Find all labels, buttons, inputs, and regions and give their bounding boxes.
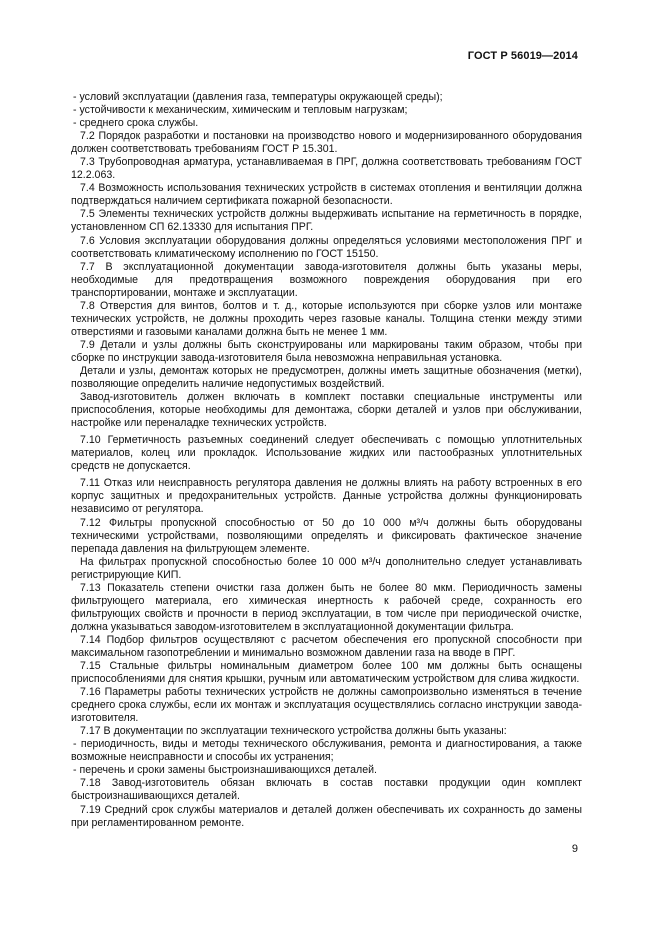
- clause-7-18: 7.18 Завод-изготовитель обязан включать в состав поставки продукции один комплект быстроизнашивающихся деталей.: [71, 777, 582, 803]
- clause-7-7: 7.7 В эксплуатационной документации завода-изготовителя должны быть указаны меры, необходимые для предотвращения возможного повреждения оборудования при его транспортировании, монтаже и эксплуатации.: [71, 260, 582, 299]
- clause-7-5: 7.5 Элементы технических устройств должны выдерживать испытание на герметичность в порядке, установленном СП 62.13330 для испытания ПРГ.: [71, 208, 582, 234]
- clause-7-17: 7.17 В документации по эксплуатации технического устройства должны быть указаны:: [80, 725, 507, 738]
- list-item: - перечень и сроки замены быстроизнашивающихся деталей.: [73, 764, 377, 777]
- page-number: 9: [571, 843, 578, 855]
- clause-7-15: 7.15 Стальные фильтры номинальным диаметром более 100 мм должны быть оснащены приспособлениями для снятия крышки, ручным или автоматическим устройством для слива жидкости.: [71, 660, 582, 686]
- document-header: ГОСТ Р 56019—2014: [467, 50, 578, 62]
- clause-7-9: 7.9 Детали и узлы должны быть сконструированы или маркированы таким образом, чтобы при сборке по инструкции завода-изготовителя была невозможна неправильная установка.: [71, 338, 582, 364]
- clause-7-11: 7.11 Отказ или неисправность регулятора давления не должны влиять на работу встроенных в его корпус защитных и предохранительных устройств. Данные устройства должны функционировать независимо от регулятора.: [71, 477, 582, 516]
- clause-7-9-paragraph: Детали и узлы, демонтаж которых не предусмотрен, должны иметь защитные обозначения (метки), позволяющие определить наличие недопустимых воздействий.: [71, 364, 582, 391]
- list-item: - среднего срока службы.: [73, 117, 199, 130]
- clause-7-4: 7.4 Возможность использования технических устройств в системах отопления и вентиляции должна подтверждаться наличием сертификата пожарной безопасности.: [71, 182, 582, 208]
- clause-7-9-paragraph: Завод-изготовитель должен включать в комплект поставки специальные инструменты или приспособления, которые необходимы для демонтажа, сборки деталей и узлов при обслуживании, настройке или переналадке технических устройств.: [71, 391, 582, 430]
- clause-7-16: 7.16 Параметры работы технических устройств не должны самопроизвольно изменяться в течение среднего срока службы, если их монтаж и эксплуатация осуществлялись согласно инструкции завода-изготовителя.: [71, 686, 582, 725]
- clause-7-10: 7.10 Герметичность разъемных соединений следует обеспечивать с помощью уплотнительных материалов, колец или прокладок. Использование жидких или пастообразных уплотнительных средств не допускается.: [71, 434, 582, 473]
- clause-7-12-paragraph: На фильтрах пропускной способностью более 10 000 м³/ч дополнительно следует устанавливать регистрирующие КИП.: [71, 555, 582, 581]
- clause-7-14: 7.14 Подбор фильтров осуществляют с расчетом обеспечения его пропускной способности при максимальном газопотреблении и минимально возможном давлении газа на вводе в ПРГ.: [71, 633, 582, 659]
- clause-7-6: 7.6 Условия эксплуатации оборудования должны определяться условиями местоположения ПРГ и соответствовать климатическому исполнению по ГОСТ 15150.: [71, 234, 582, 260]
- list-item: - условий эксплуатации (давления газа, температуры окружающей среды);: [73, 91, 443, 103]
- list-item: - периодичность, виды и методы технического обслуживания, ремонта и диагностирования, а также возможные неисправности и способы их устранения;: [71, 738, 582, 764]
- clause-7-2: 7.2 Порядок разработки и постановки на производство нового и модернизированного оборудования должен соответствовать требованиям ГОСТ Р 15.301.: [71, 130, 582, 156]
- document-body: [71, 91, 582, 830]
- clause-7-13: 7.13 Показатель степени очистки газа должен быть не более 80 мкм. Периодичность замены фильтрующего материала, его химическая инертность к рабочей среде, сохранность его фильтрующих свойств и прочности в период эксплуатации, в том числе при периодической очистке, должна указываться заводом-изготовителем в эксплуатационной документации фильтра.: [71, 581, 582, 633]
- list-item: - устойчивости к механическим, химическим и тепловым нагрузкам;: [73, 104, 408, 117]
- clause-7-19: 7.19 Средний срок службы материалов и деталей должен обеспечивать их сохранность до замены при регламентированном ремонте.: [71, 803, 582, 829]
- clause-7-8: 7.8 Отверстия для винтов, болтов и т. д., которые используются при сборке узлов или монтаже технических устройств, не должны проходить через газовые каналы. Толщина стенки между этими отверстиями и газовыми каналами должна быть не менее 1 мм.: [71, 299, 582, 338]
- clause-7-12: 7.12 Фильтры пропускной способностью от 50 до 10 000 м³/ч должны быть оборудованы техническими устройствами, позволяющими определять и фиксировать фактическое значение перепада давления на фильтрующем элементе.: [71, 516, 582, 555]
- clause-7-3: 7.3 Трубопроводная арматура, устанавливаемая в ПРГ, должна соответствовать требованиям ГОСТ 12.2.063.: [71, 156, 582, 182]
